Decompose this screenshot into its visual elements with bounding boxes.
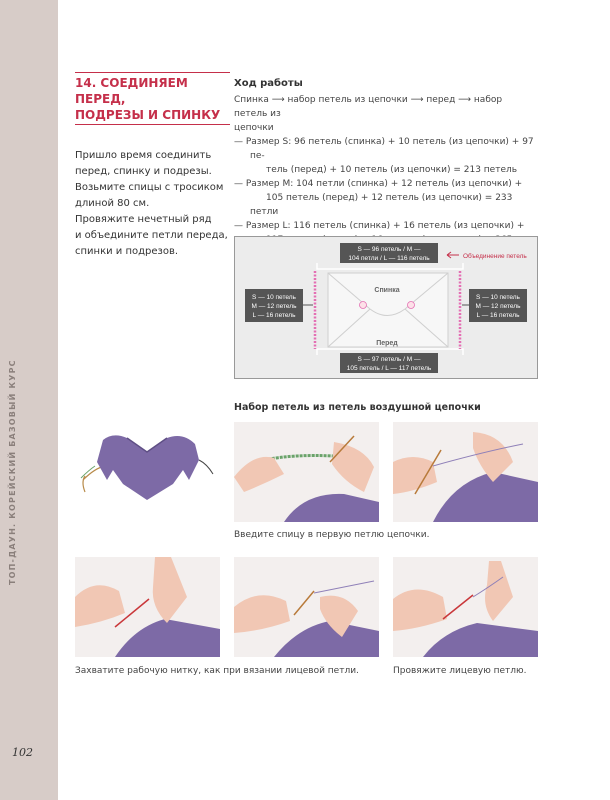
bottom-count-line-2: 105 петель / L — 117 петель xyxy=(346,365,432,372)
photo-sweater-svg xyxy=(75,422,220,522)
size-m-line-1: — Размер M: 104 петли (спинка) + 12 петель (из цепочки) + xyxy=(234,179,523,189)
size-m-line-2: 105 петель (перед) + 12 петель (из цепочки) = 233 петли xyxy=(250,193,513,217)
workflow-line: цепочки xyxy=(234,123,274,133)
needle xyxy=(294,591,314,615)
photo-caption: Введите спицу в первую петлю цепочки. xyxy=(234,530,430,540)
section-title-line-1: 14. СОЕДИНЯЕМ ПЕРЕД, xyxy=(75,76,188,106)
intro-line: длиной 80 см. xyxy=(75,198,150,209)
left-hand xyxy=(234,595,290,633)
knitted-fabric xyxy=(115,619,220,657)
bottom-count-line-1: S — 97 петель / M — xyxy=(357,356,421,363)
photo-step-hold-yarn xyxy=(393,422,538,522)
knitted-fabric xyxy=(274,621,379,657)
workflow-heading: Ход работы xyxy=(234,78,303,89)
right-hand xyxy=(473,432,513,482)
photo-step-insert-needle xyxy=(234,422,379,522)
marker-icon xyxy=(408,302,415,309)
title-rule-top xyxy=(75,72,230,73)
left-hand xyxy=(393,589,447,631)
size-s-item xyxy=(234,135,539,177)
marker-icon xyxy=(360,302,367,309)
photo-step2-svg xyxy=(393,422,538,522)
intro-paragraph xyxy=(75,148,245,260)
knitted-fabric xyxy=(284,494,379,522)
right-hand xyxy=(485,561,513,621)
intro-line: Провяжите нечетный ряд xyxy=(75,214,212,225)
photo-step5-svg xyxy=(393,557,538,657)
size-l-line-1: — Размер L: 116 петель (спинка) + 16 петель (из цепочки) + xyxy=(234,221,525,231)
top-count-line-2: 104 петли / L — 116 петель xyxy=(348,255,430,262)
photo-step1-svg xyxy=(234,422,379,522)
photo-step3-svg xyxy=(75,557,220,657)
size-s-line-2: тель (перед) + 10 петель (из цепочки) = 213 петель xyxy=(266,165,518,175)
intro-line: Пришло время соединить xyxy=(75,150,212,161)
right-count-l: L — 16 петель xyxy=(476,312,520,319)
intro-line: Возьмите спицы с тросиком xyxy=(75,182,224,193)
front-label: Перед xyxy=(376,340,398,347)
title-rule-bottom xyxy=(75,124,230,125)
photo-step-knit-stitch xyxy=(393,557,538,657)
photo-caption: Провяжите лицевую петлю. xyxy=(393,666,527,676)
left-count-s: S — 10 петель xyxy=(252,294,296,301)
right-hand xyxy=(332,442,374,492)
left-hand xyxy=(75,585,125,627)
join-label: Объединение петель xyxy=(463,253,527,260)
right-hand xyxy=(153,557,187,623)
top-count-line-1: S — 96 петель / M — xyxy=(357,246,421,253)
section-title-line-2: ПОДРЕЗЫ И СПИНКУ xyxy=(75,108,221,122)
joining-diagram xyxy=(234,236,538,379)
purple-sweater xyxy=(97,435,199,500)
garment-body xyxy=(328,273,448,347)
knitted-fabric xyxy=(423,623,538,657)
intro-line: и объедините петли переда, xyxy=(75,230,228,241)
size-m-item xyxy=(234,177,539,219)
photo-caption: Захватите рабочую нитку, как при вязании лицевой петли. xyxy=(75,666,359,676)
intro-line: перед, спинку и подрезы. xyxy=(75,166,212,177)
photo-step-pull-loop xyxy=(234,557,379,657)
page-number: 102 xyxy=(12,746,33,759)
photos-subheading: Набор петель из петель воздушной цепочки xyxy=(234,402,481,413)
right-count-m: M — 12 петель xyxy=(475,303,521,310)
back-label: Спинка xyxy=(374,287,400,294)
section-title xyxy=(75,75,235,123)
workflow-sequence xyxy=(234,93,534,135)
knitted-fabric xyxy=(433,472,538,522)
left-hand xyxy=(234,457,284,492)
running-header: ТОП-ДАУН. КОРЕЙСКИЙ БАЗОВЫЙ КУРС xyxy=(8,359,17,585)
right-count-s: S — 10 петель xyxy=(476,294,520,301)
left-count-m: M — 12 петель xyxy=(251,303,297,310)
workflow-line: Спинка ⟶ набор петель из цепочки ⟶ перед ⟶ набор петель из xyxy=(234,95,503,119)
photo-step4-svg xyxy=(234,557,379,657)
needle-tip xyxy=(199,460,213,474)
intro-line: спинки и подрезов. xyxy=(75,246,179,257)
photo-step-grab-yarn xyxy=(75,557,220,657)
size-s-line-1: — Размер S: 96 петель (спинка) + 10 петель (из цепочки) + 97 пе- xyxy=(234,137,534,161)
left-count-l: L — 16 петель xyxy=(252,312,296,319)
left-hand xyxy=(393,457,437,494)
joining-diagram-svg xyxy=(235,237,537,378)
working-yarn xyxy=(314,581,374,593)
needle xyxy=(443,595,473,619)
top-bracket xyxy=(317,263,463,269)
photo-sweater-on-needles xyxy=(75,422,220,522)
